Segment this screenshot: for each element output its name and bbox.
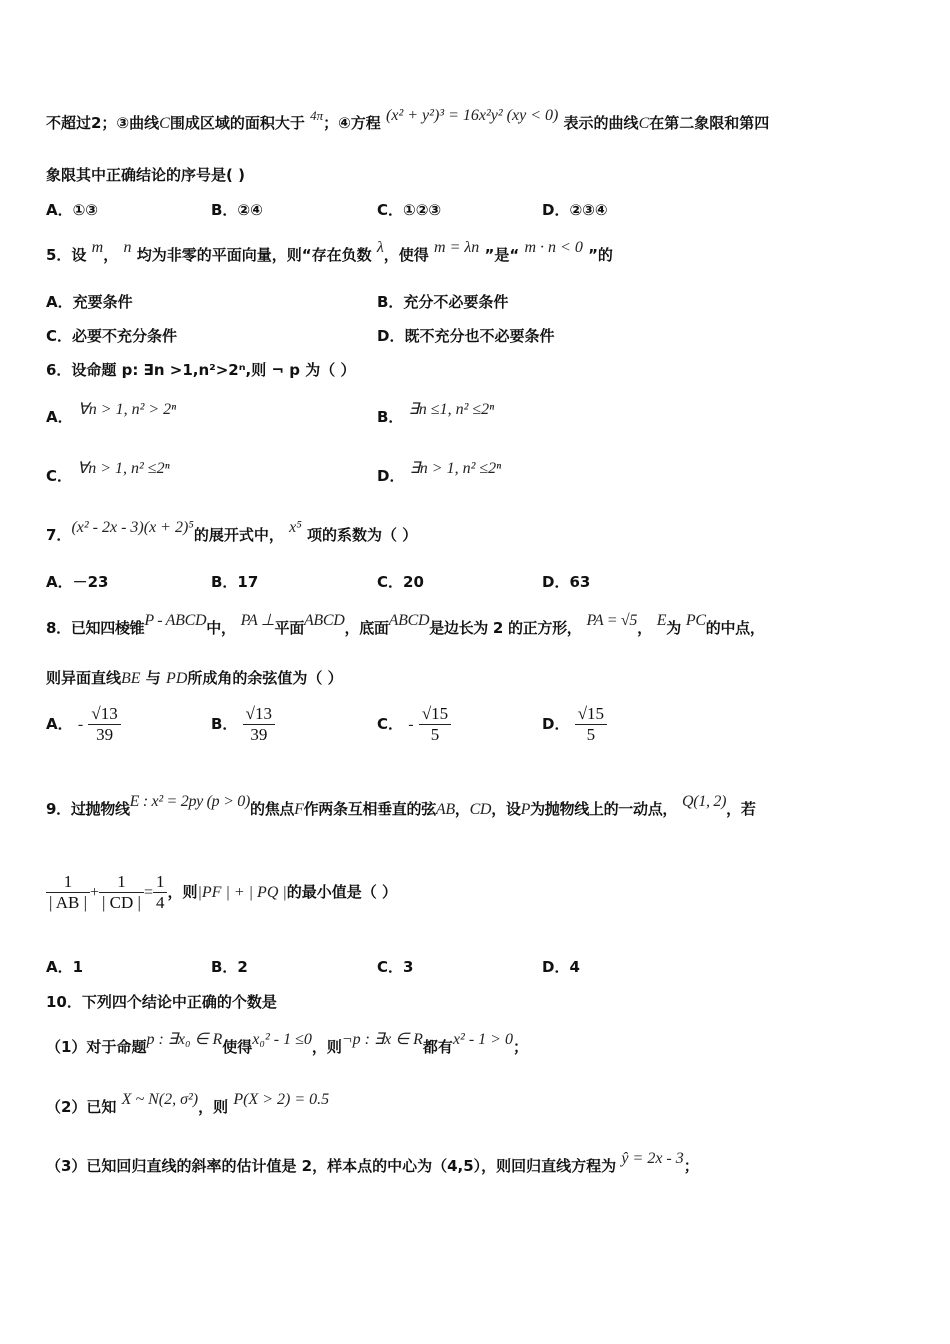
focus-f: F [294,801,304,818]
q5-text: ”是“ [484,246,520,264]
q9-option-a: A．1 [46,958,84,976]
lambda: λ [376,239,384,256]
option-math: ∀n > 1, n² > 2ⁿ [77,401,177,418]
option-fraction: $\frac{√13}{39}$ [88,704,120,745]
q8-text: 为 [666,619,681,637]
q4-option-d: D．②③④ [542,201,608,219]
q8-stem-line1 [46,612,765,638]
q7-option-c: C．20 [377,573,424,591]
segment-pc: PC [685,612,706,629]
perpendicular: PA ⊥ [240,612,275,629]
q8-option-c [377,704,451,745]
option-label: A． [46,408,73,426]
point-p: P [520,801,531,818]
q10-statement-3 [46,1150,699,1176]
q5-option-a: A．充要条件 [46,293,133,311]
q8-text: ， [637,619,652,637]
condition-eq: m = λn [434,239,480,256]
line-pd: PD [166,670,188,687]
inequality-1: x₀² - 1 ≤0 [252,1031,312,1048]
q8-stem-line2 [46,667,343,688]
option-label: B． [211,715,238,733]
q4-text: 围成区域的面积大于 [169,114,305,132]
distance-sum: |PF | + | PQ | [197,884,287,901]
condition-dot: m · n < 0 [524,239,583,256]
q10-text: ，则 [311,1038,342,1056]
q10-stem: 10．下列四个结论中正确的个数是 [46,993,277,1011]
q10-text: ； [683,1157,699,1175]
point-e: E [656,612,667,629]
q9-text: 9．过抛物线 [46,800,130,818]
option-math: ∃n > 1, n² ≤2ⁿ [409,460,502,477]
vector-n: n [123,239,132,256]
q4-text: 在第二象限和第四 [649,114,770,132]
q5-option-b: B．充分不必要条件 [377,293,509,311]
q5-text: 5．设 [46,246,87,264]
q9-stem-line1 [46,793,756,819]
q10-text: （1）对于命题 [46,1038,147,1056]
option-label: A． [46,715,73,733]
q4-option-b: B．②④ [211,201,263,219]
q9-text: 作两条互相垂直的弦 [303,800,436,818]
pyramid: P - ABCD [144,612,207,629]
q9-text: ，若 [726,800,756,818]
q10-text: ，则 [198,1098,229,1116]
q5-text: ， [103,246,119,264]
option-math: ∀n > 1, n² ≤2ⁿ [77,460,170,477]
q9-text: 的焦点 [250,800,295,818]
q9-stem-line2 [46,872,397,913]
q6-option-d [377,460,502,486]
option-label: D． [542,715,570,733]
q8-text: ，底面 [344,619,389,637]
q9-text: ，则 [167,883,198,901]
proposition-p: p : ∃x₀ ∈ R [146,1031,223,1048]
q7-text: 项的系数为（ ） [307,526,418,544]
q10-text: 使得 [222,1038,253,1056]
option-label: C． [46,467,73,485]
q5-option-d: D．既不充分也不必要条件 [377,327,555,345]
pa-length: PA = √5 [586,612,638,629]
area-value: 4π [310,108,324,123]
q8-text: 则异面直线 [46,669,122,687]
q10-text: 都有 [422,1038,453,1056]
q5-option-c: C．必要不充分条件 [46,327,178,345]
fraction-ab: $\frac{1}{| AB |}$ [46,872,90,913]
q10-text: （3）已知回归直线的斜率的估计值是 2，样本点的中心为（4,5），则回归直线方程为 [46,1157,617,1175]
q6-option-a [46,401,177,427]
option-label: C． [377,715,404,733]
curve-equation: (x² + y²)³ = 16x²y² (xy < 0) [386,107,559,124]
q6-option-b [377,401,495,427]
point-q: Q(1, 2) [682,793,727,810]
q8-option-b [211,704,275,745]
q9-text: ，设 [491,800,521,818]
option-sign: - [77,716,84,733]
q10-text: ； [512,1038,528,1056]
q5-text: 均为非零的平面向量，则“存在负数 [136,246,372,264]
q5-text: ”的 [588,246,613,264]
q4-line1 [46,107,770,133]
fraction-quarter: $\frac{1}{4}$ [153,872,168,913]
q9-text: 的最小值是（ ） [286,883,397,901]
q8-text: 平面 [274,619,304,637]
curve-c: C [638,115,650,132]
q8-option-a [46,704,121,745]
q9-text: ， [454,800,470,818]
equals-sign: = [143,884,153,901]
q8-text: 的中点， [705,619,765,637]
chord-cd: CD [469,801,492,818]
option-fraction: $\frac{√13}{39}$ [243,704,275,745]
q6-stem: 6．设命题 p: ∃n >1,n²>2ⁿ,则 ¬ p 为（ ） [46,361,356,379]
fraction-cd: $\frac{1}{| CD |}$ [99,872,144,913]
q7-stem [46,519,418,545]
q6-option-c [46,460,170,486]
q7-option-b: B．17 [211,573,259,591]
q7-number: 7． [46,526,72,544]
q4-text: 表示的曲线 [563,114,639,132]
parabola-equation: E : x² = 2py (p > 0) [129,793,250,810]
q9-text: 为抛物线上的一动点， [530,800,678,818]
vector-m: m [91,239,104,256]
probability: P(X > 2) = 0.5 [233,1091,330,1108]
q5-stem [46,239,613,265]
q8-text: 与 [145,669,161,687]
option-fraction: $\frac{√15}{5}$ [419,704,451,745]
inequality-2: x² - 1 > 0 [452,1031,513,1048]
q8-text: 中， [206,619,236,637]
q7-text: 的展开式中， [193,526,284,544]
q5-text: ，使得 [383,246,429,264]
negation-p: ¬p : ∃x ∈ R [341,1031,423,1048]
plane: ABCD [303,612,345,629]
q7-option-d: D．63 [542,573,591,591]
q10-statement-2 [46,1091,330,1117]
base: ABCD [388,612,430,629]
q4-option-c: C．①②③ [377,201,442,219]
normal-distribution: X ~ N(2, σ²) [121,1091,199,1108]
q4-option-a: A．①③ [46,201,99,219]
q10-statement-1 [46,1031,528,1057]
regression-equation: ŷ = 2x - 3 [621,1150,684,1167]
q10-text: （2）已知 [46,1098,117,1116]
option-label: B． [377,408,404,426]
line-be: BE [121,670,141,687]
q8-option-d [542,704,607,745]
q4-line2: 象限其中正确结论的序号是( ) [46,166,245,184]
curve-c: C [159,115,170,132]
q9-option-c: C．3 [377,958,414,976]
option-math: ∃n ≤1, n² ≤2ⁿ [408,401,495,418]
plus-sign: + [89,884,100,901]
q7-expression: (x² - 2x - 3)(x + 2)⁵ [71,519,194,536]
q9-option-b: B．2 [211,958,248,976]
chord-ab: AB [435,801,455,818]
option-sign: - [408,716,414,733]
q4-text: 不超过2；③曲线 [46,114,160,132]
q8-text: 所成角的余弦值为（ ） [187,669,343,687]
q7-term: x⁵ [289,519,302,536]
q9-option-d: D．4 [542,958,580,976]
option-fraction: $\frac{√15}{5}$ [575,704,607,745]
q7-option-a: A．－23 [46,573,109,591]
q8-text: 8．已知四棱锥 [46,619,145,637]
q8-text: 是边长为 2 的正方形， [429,619,582,637]
q4-text: ；④方程 [323,114,381,132]
option-label: D． [377,467,405,485]
